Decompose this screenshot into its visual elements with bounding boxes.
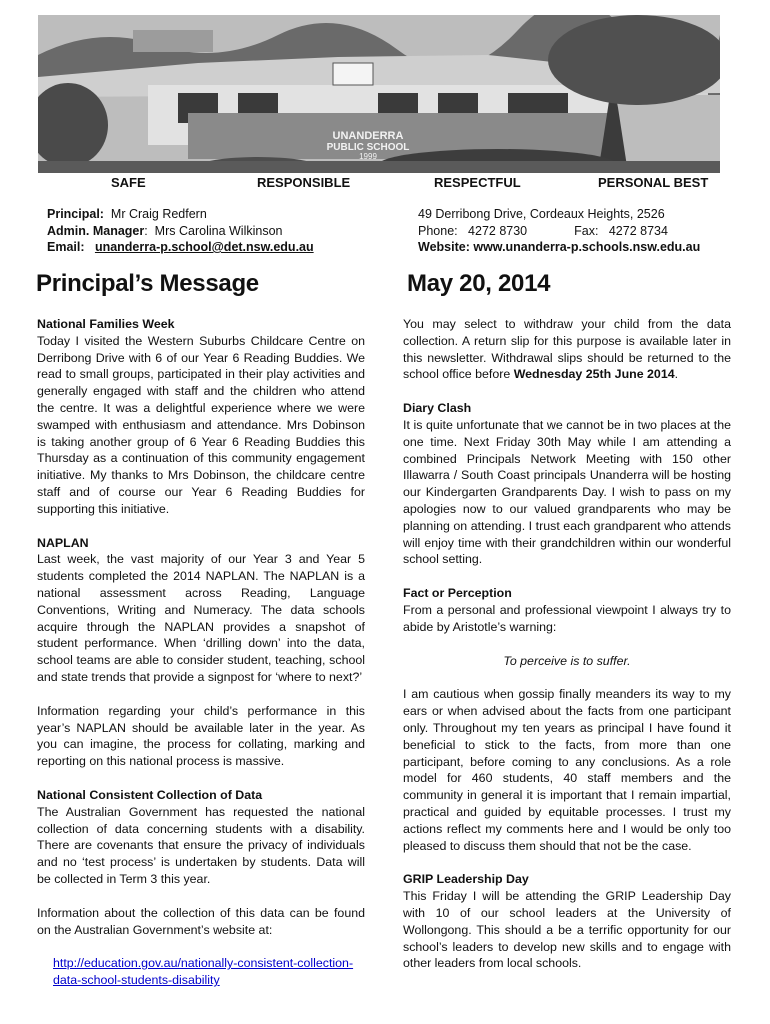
naplan-text-1: Last week, the vast majority of our Year 3 and Year 5 students completed the 2014 NAPLAN. The NAPLAN is a national assessment across Reading, Language Conventions, Writing and Numeracy. The data schools acquire through the NAPLAN provides a snapshot of student performance. When ‘drilling down’ into the data, school teams are able to consider student, teaching, school and state trends that provide a signpost for ‘where to next?’: [37, 552, 365, 684]
phone-number: 4272 8730: [468, 223, 528, 238]
grip-text: This Friday I will be attending the GRIP Leadership Day with 10 of our school leaders at the University of Wollongong. This should a be a terrific opportunity for our school’s leaders to develop new skills and to engage with other leaders from local schools.: [403, 889, 731, 971]
nccd-heading: National Consistent Collection of Data: [37, 787, 263, 802]
naplan-text-2: Information regarding your child’s performance in this year’s NAPLAN should be available later in the year. As you can imagine, the process for collating, marking and reporting on this national process is massive.: [37, 703, 365, 769]
nccd-link[interactable]: http://education.gov.au/nationally-consistent-collection-data-school-students-disability: [53, 956, 354, 988]
sign-year: 1999: [359, 152, 377, 161]
withdraw-text: You may select to withdraw your child from the data collection. A return slip for this purpose is available later in this newsletter. Withdrawal slips should be returned to the school office before: [403, 317, 731, 382]
withdraw-paragraph: You may select to withdraw your child from the data collection. A return slip for this purpose is available later in this newsletter. Withdrawal slips should be returned to the school office before Wednesday 25th June 2014.: [403, 317, 731, 382]
fact-text-1: From a personal and professional viewpoint I always try to abide by Aristotle’s warning:: [403, 602, 731, 634]
sign-line2: PUBLIC SCHOOL: [326, 142, 410, 153]
email-link[interactable]: unanderra-p.school@det.nsw.edu.au: [94, 240, 314, 254]
fact-text-2: I am cautious when gossip finally meanders its way to my ears or when advised about the facts from one participant only. Throughout my ten years as principal I have found it beneficial to stick to the facts, from more than one participant, before coming to any conclusions. As a role model for 460 students, 40 staff members and the community in general it is important that I remain impartial, practical and guided by equitable processes. I trust my actions reflect my comments here and I would be only too pleased to discuss them should that not be the case.: [403, 687, 731, 853]
naplan-heading: NAPLAN: [37, 535, 89, 550]
contact-staff: Principal: Mr Craig Redfern Admin. Manager: Mrs Carolina Wilkinson Email: unanderra-p.school@det.nsw.edu.au: [47, 207, 314, 254]
website-label: Website:: [418, 240, 470, 254]
newsletter-date: May 20, 2014: [407, 270, 551, 297]
withdraw-date: Wednesday 25th June 2014: [513, 367, 675, 382]
contact-school: [418, 206, 700, 256]
value-personal-best: PERSONAL BEST: [598, 175, 709, 190]
principal-name: Mr Craig Redfern: [110, 207, 207, 221]
school-values: [0, 175, 770, 191]
fact-quote: To perceive is to suffer.: [503, 653, 631, 668]
sign-line1: UNANDERRA: [332, 130, 404, 142]
school-photo: [38, 15, 720, 173]
fact-heading: Fact or Perception: [403, 586, 512, 601]
nccd-text-2: Information about the collection of this data can be found on the Australian Government’s website at:: [37, 905, 365, 937]
families-text: Today I visited the Western Suburbs Childcare Centre on Derribong Drive with 6 of our Year 6 Reading Buddies. We read to small groups, participated in their play activities and generally engaged with staff and the children who attend the centre. It was a delightful experience where we were swamped with enthusiasm and attendance. Mrs Dobinson is taking another group of 6 Year 6 Reading Buddies this Thursday as a continuation of this community engagement initiative. My thanks to Mrs Dobinson, the childcare centre staff and of course our Year 6 Reading Buddies for supporting this initiative.: [37, 333, 365, 516]
value-safe: SAFE: [111, 175, 146, 190]
nccd-text-1: The Australian Government has requested the national collection of data concerning students with a disability. There are covenants that ensure the privacy of individuals and no ‘test process’ is undertaken by students. Data will be collected in Term 3 this year.: [37, 804, 365, 886]
grip-heading: GRIP Leadership Day: [403, 872, 529, 887]
value-responsible: RESPONSIBLE: [257, 175, 351, 190]
admin-name: Mrs Carolina Wilkinson: [154, 223, 283, 238]
school-address: 49 Derribong Drive, Cordeaux Heights, 2526: [418, 207, 665, 221]
diary-heading: Diary Clash: [403, 401, 472, 416]
phone-label: Phone:: [418, 223, 458, 238]
website-link[interactable]: www.unanderra-p.schools.nsw.edu.au: [473, 240, 701, 254]
fax-label: Fax:: [574, 223, 599, 238]
page-title: Principal’s Message: [36, 270, 259, 297]
diary-text: It is quite unfortunate that we cannot be in two places at the one time. Next Friday 30th May while I am attending a combined Principals Network Meeting with 150 other Illawarra / South Coast principals Unanderra will be hosting our Kindergarten Grandparents Day. I wish to pass on my apologies now to our valued grandparents who may be planning on attending. I trust each grandparent who attends will enjoy time with their grandchildren within our wonderful school setting.: [403, 417, 731, 567]
left-column: [37, 316, 365, 989]
admin-label: Admin. Manager: [47, 223, 145, 238]
email-label: Email:: [47, 240, 85, 254]
principal-label: Principal:: [47, 207, 104, 221]
value-respectful: RESPECTFUL: [434, 175, 521, 190]
families-heading: National Families Week: [37, 317, 175, 331]
fax-number: 4272 8734: [608, 223, 668, 238]
right-column: [403, 316, 731, 989]
